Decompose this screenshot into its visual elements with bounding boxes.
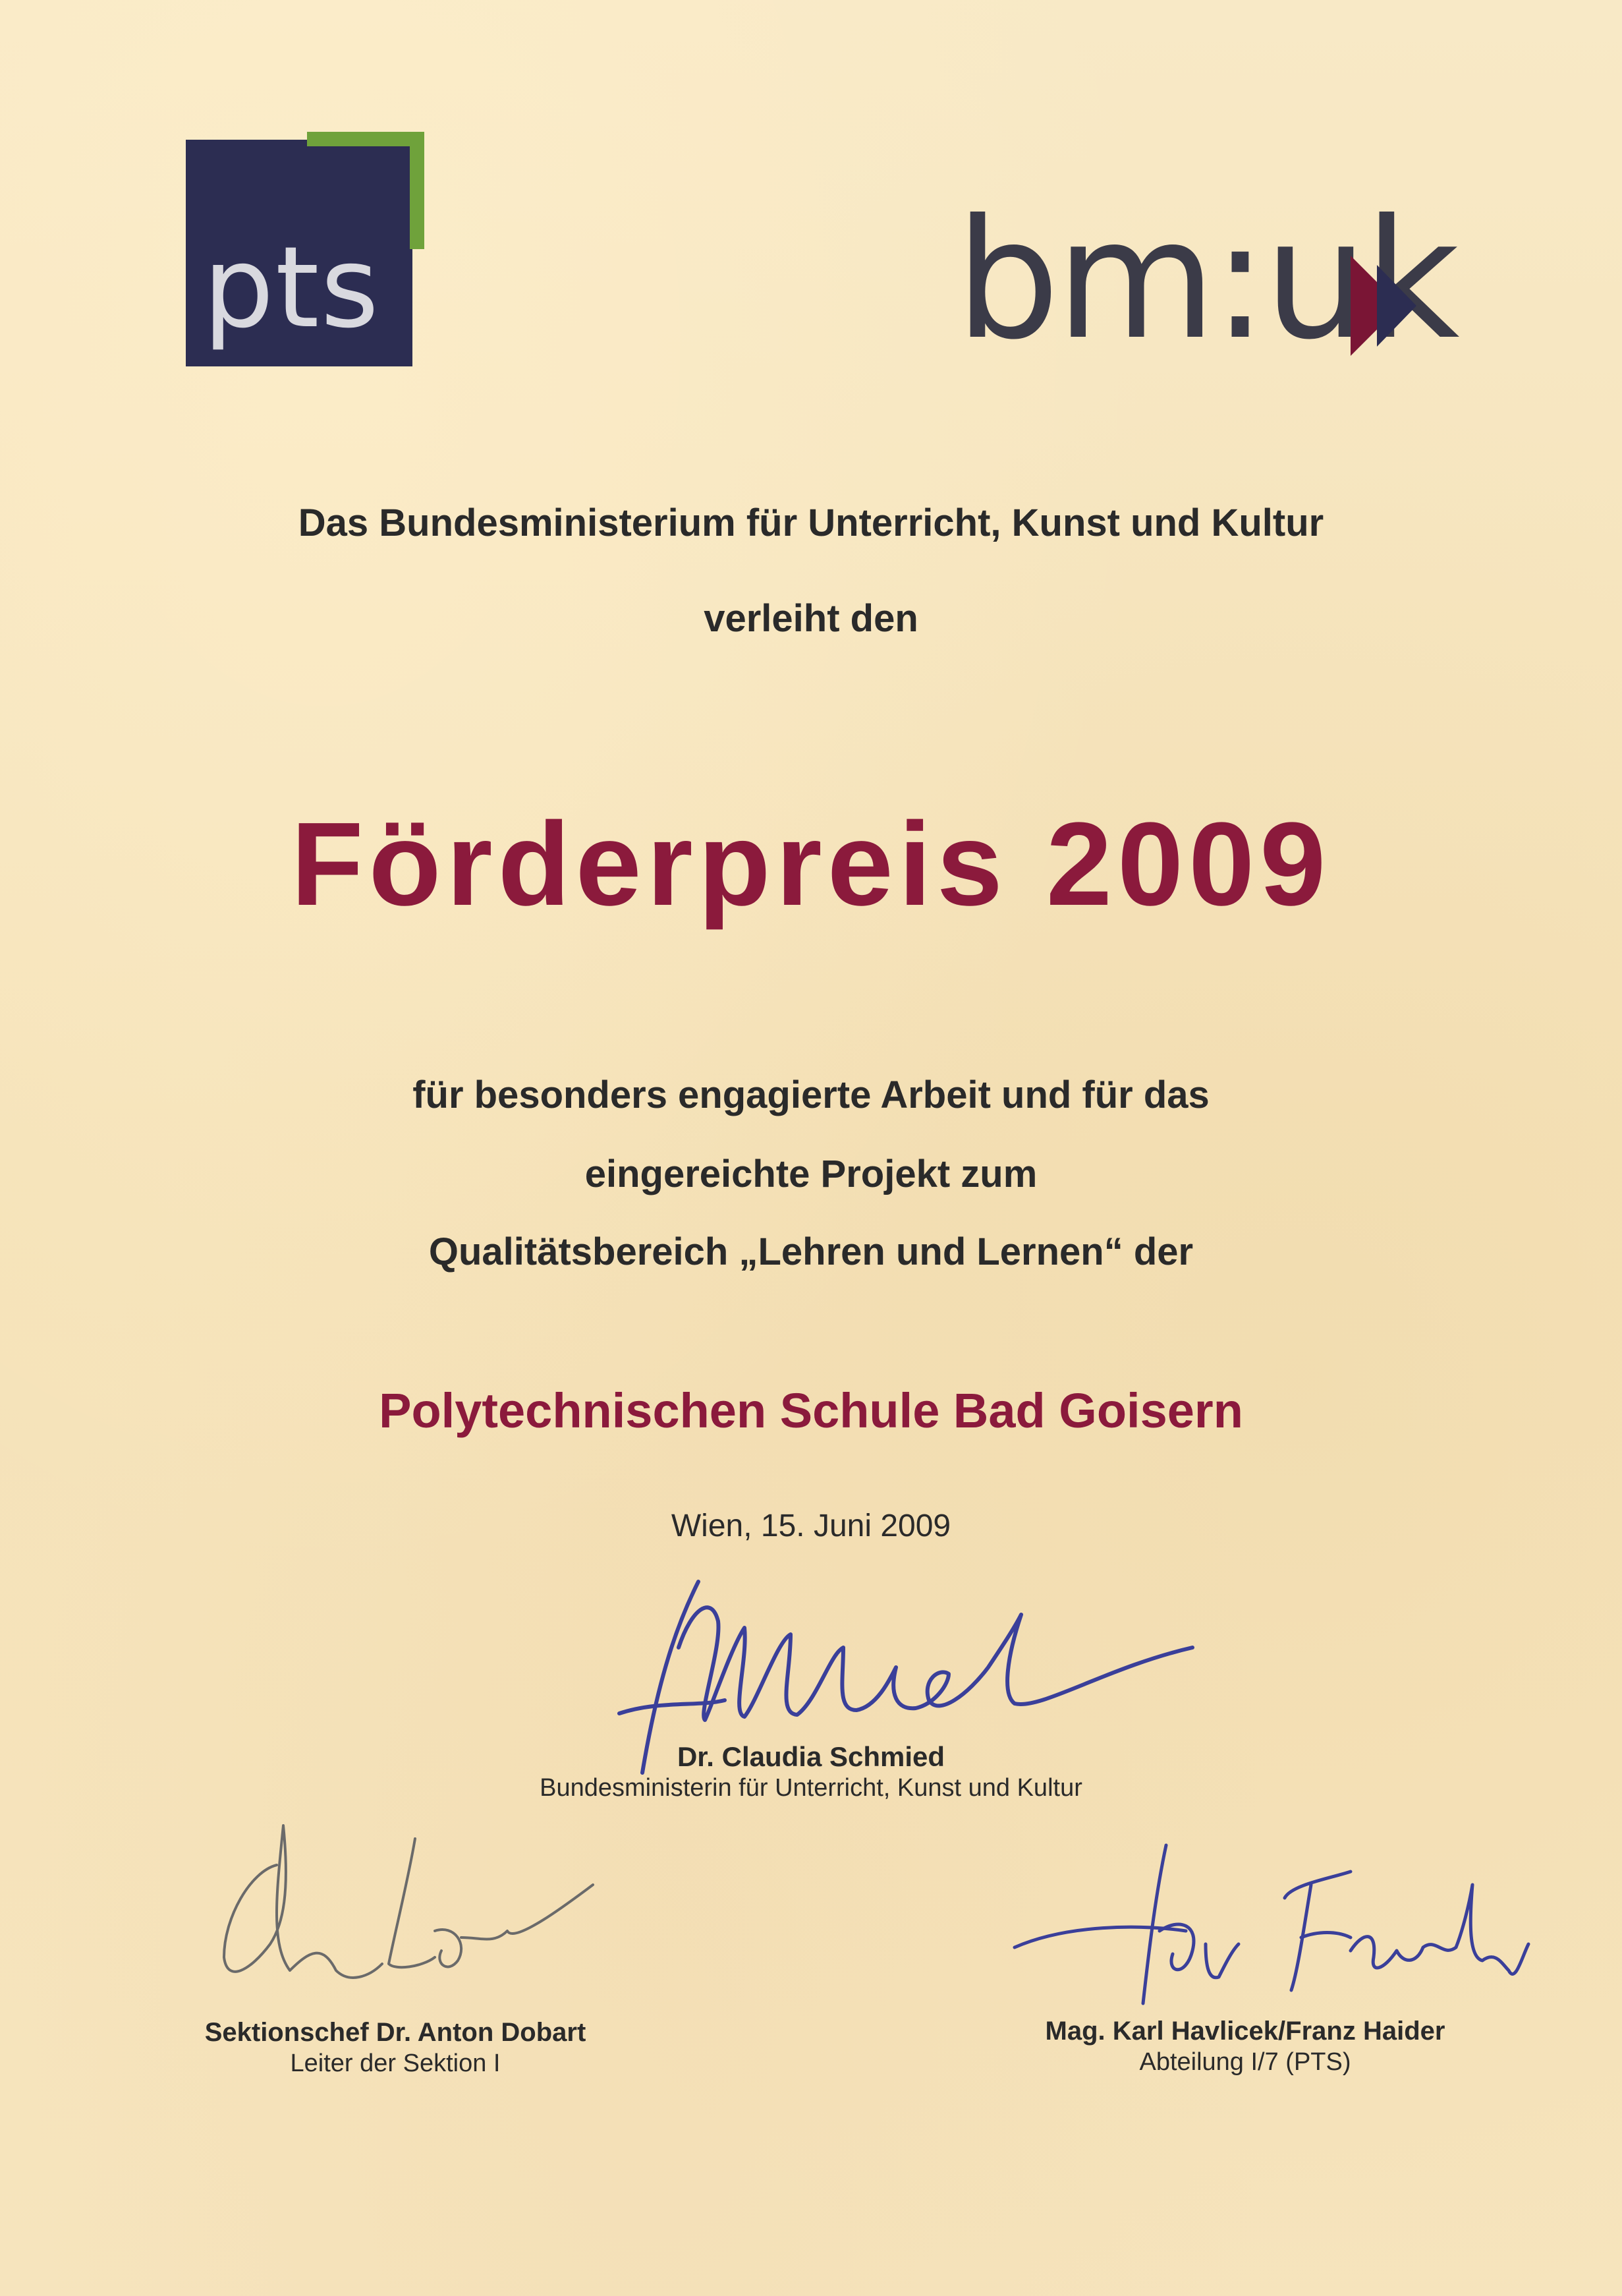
bmuk-logo bbox=[955, 184, 1456, 376]
bmuk-chevron-2 bbox=[1377, 265, 1416, 347]
reason-line-3: Qualitätsbereich „Lehren und Lernen“ der bbox=[428, 1230, 1194, 1273]
reason-line-2: eingereichte Projekt zum bbox=[584, 1153, 1038, 1195]
pts-logo bbox=[186, 140, 412, 366]
main-signer-name: Dr. Claudia Schmied bbox=[677, 1741, 945, 1772]
place-date: Wien, 15. Juni 2009 bbox=[671, 1508, 951, 1543]
recipient-name: Polytechnischen Schule Bad Goisern bbox=[379, 1383, 1243, 1438]
right-signature bbox=[1008, 1832, 1535, 2023]
award-title: Förderpreis 2009 bbox=[291, 798, 1331, 931]
bmuk-logo-text: bm:uk bbox=[955, 184, 1456, 376]
right-signer-name: Mag. Karl Havlicek/Franz Haider bbox=[1045, 2017, 1445, 2046]
verb-line: verleiht den bbox=[704, 597, 918, 640]
right-signer-role: Abteilung I/7 (PTS) bbox=[1139, 2048, 1351, 2076]
pts-logo-text: pts bbox=[203, 223, 381, 353]
left-signer-role: Leiter der Sektion I bbox=[290, 2050, 501, 2077]
reason-line-1: für besonders engagierte Arbeit und für das bbox=[412, 1074, 1210, 1116]
left-signer-name: Sektionschef Dr. Anton Dobart bbox=[204, 2018, 586, 2047]
issuer-line: Das Bundesministerium für Unterricht, Kunst und Kultur bbox=[298, 502, 1324, 544]
main-signer-role: Bundesministerin für Unterricht, Kunst und Kultur bbox=[540, 1774, 1082, 1802]
left-signature bbox=[198, 1812, 619, 2010]
